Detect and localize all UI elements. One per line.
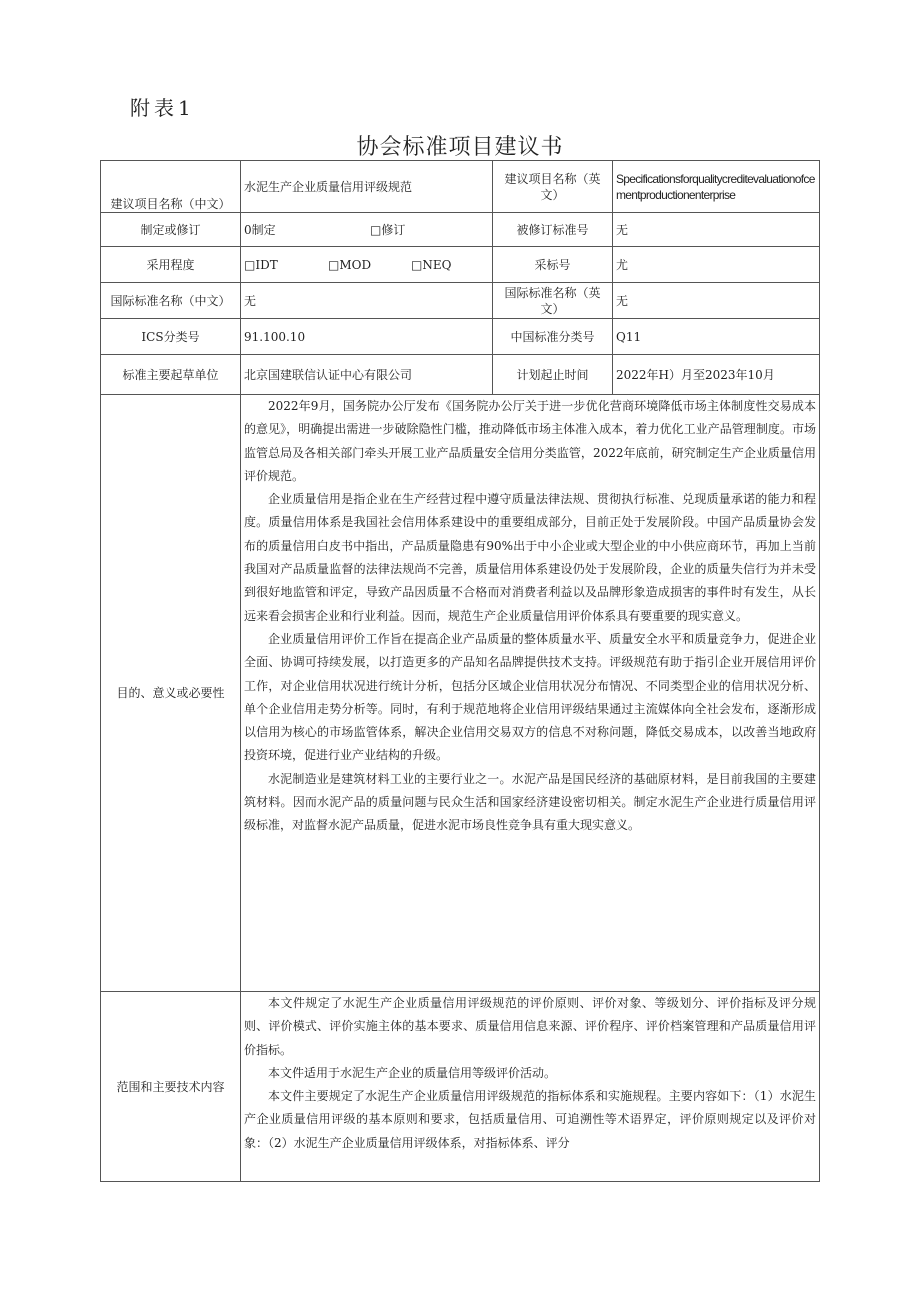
adopt-no-value: 尤 — [613, 247, 820, 283]
revised-std-label: 被修订标准号 — [493, 213, 613, 247]
ccs-label: 中国标准分类号 — [493, 319, 613, 355]
name-en-value: Specificationsforqualitycreditevaluationofcementproductionenterprise — [613, 161, 820, 213]
revised-std-value: 无 — [613, 213, 820, 247]
revise-options — [241, 213, 493, 247]
table-row — [101, 319, 820, 355]
drafter-value: 北京国建联信认证中心有限公司 — [241, 355, 493, 395]
intl-en-label: 国际标准名称（英文） — [493, 283, 613, 319]
adopt-no-label: 采标号 — [493, 247, 613, 283]
appendix-label: 附表1 — [130, 96, 195, 120]
option-establish: 0制定 — [244, 222, 276, 237]
period-label: 计划起止时间 — [493, 355, 613, 395]
option-mod: □MOD — [328, 257, 372, 272]
scope-label: 范围和主要技术内容 — [101, 992, 241, 1182]
purpose-paragraph: 企业质量信用是指企业在生产经营过程中遵守质量法律法规、贯彻执行标准、兑现质量承诺的能力和程度。质量信用体系是我国社会信用体系建设中的重要组成部分，目前正处于发展阶段。中国产品质量协会发布的质量信用白皮书中指出，产品质量隐患有90%出于中小企业或大型企业的中小供应商环节，再加上当前我国对产品质量监督的法律法规尚不完善，质量信用体系建设仍处于发展阶段，企业的质量失信行为并未受到很好地监管和评定，导致产品因质量不合格而对消费者利益以及品牌形象造成损害的事件时有发生，从长远来看会损害企业和行业利益。因而，规范生产企业质量信用评价体系具有要重要的现实意义。 — [244, 492, 816, 623]
table-row — [101, 247, 820, 283]
name-cn-value: 水泥生产企业质量信用评级规范 — [241, 161, 493, 213]
ccs-value: Q11 — [613, 319, 820, 355]
adopt-options — [241, 247, 493, 283]
table-row — [101, 283, 820, 319]
purpose-label: 目的、意义或必要性 — [101, 395, 241, 992]
proposal-form-table — [100, 160, 820, 1182]
table-row — [101, 213, 820, 247]
name-cn-label: 建议项目名称（中文） — [101, 161, 241, 213]
table-row — [101, 355, 820, 395]
table-row — [101, 992, 820, 1182]
table-row — [101, 395, 820, 992]
intl-en-value: 无 — [613, 283, 820, 319]
revise-label: 制定或修订 — [101, 213, 241, 247]
ics-value: 91.100.10 — [241, 319, 493, 355]
adopt-label: 采用程度 — [101, 247, 241, 283]
purpose-paragraph: 企业质量信用评价工作旨在提高企业产品质量的整体质量水平、质量安全水平和质量竞争力，促进企业全面、协调可持续发展，以打造更多的产品知名品牌提供技术支持。评级规范有助于指引企业开展信用评价工作，对企业信用状况进行统计分析，包括分区域企业信用状况分布情况、不同类型企业的信用状况分析、单个企业信用走势分析等。同时，有利于规范地将企业信用评级结果通过主流媒体向全社会发布，逐渐形成以信用为核心的市场监管体系，解决企业信用交易双方的信息不对称问题，降低交易成本，以改善当地政府投资环境，促进行业产业结构的升级。 — [244, 631, 816, 763]
intl-cn-label: 国际标准名称（中文） — [101, 283, 241, 319]
purpose-content — [241, 395, 820, 992]
period-value: 2022年H）月至2023年10月 — [613, 355, 820, 395]
ics-label: ICS分类号 — [101, 319, 241, 355]
scope-paragraph: 本文件规定了水泥生产企业质量信用评级规范的评价原则、评价对象、等级划分、评价指标及评分规则、评价模式、评价实施主体的基本要求、质量信用信息来源、评价程序、评价档案管理和产品质量信用评价指标。 — [244, 996, 816, 1057]
option-idt: □IDT — [244, 257, 278, 272]
name-en-label: 建议项目名称（英文） — [493, 161, 613, 213]
purpose-paragraph: 2022年9月，国务院办公厅发布《国务院办公厅关于进一步优化营商环境降低市场主体制度性交易成本的意见》，明确提出需进一步破除隐性门槛，推动降低市场主体准入成本，着力优化工业产品管理制度。市场监管总局及各相关部门牵头开展工业产品质量安全信用分类监管，2022年底前，研究制定生产企业质量信用评价规范。 — [244, 399, 816, 483]
purpose-paragraph: 水泥制造业是建筑材料工业的主要行业之一。水泥产品是国民经济的基础原材料，是目前我国的主要建筑材料。因而水泥产品的质量问题与民众生活和国家经济建设密切相关。制定水泥生产企业进行质量信用评级标准，对监督水泥产品质量，促进水泥市场良性竞争具有重大现实意义。 — [244, 771, 816, 833]
option-neq: □NEQ — [411, 257, 452, 272]
scope-paragraph: 本文件主要规定了水泥生产企业质量信用评级规范的指标体系和实施规程。主要内容如下：（1）水泥生产企业质量信用评级的基本原则和要求，包括质量信用、可追溯性等术语界定，评价原则规定以及评价对象：（2）水泥生产企业质量信用评级体系，对指标体系、评分 — [244, 1089, 816, 1150]
drafter-label: 标准主要起草单位 — [101, 355, 241, 395]
scope-content — [241, 992, 820, 1182]
intl-cn-value: 无 — [241, 283, 493, 319]
table-row — [101, 161, 820, 213]
option-revise: □修订 — [370, 222, 406, 237]
scope-paragraph: 本文件适用于水泥生产企业的质量信用等级评价活动。 — [268, 1065, 557, 1080]
page-title: 协会标准项目建议书 — [356, 135, 564, 160]
